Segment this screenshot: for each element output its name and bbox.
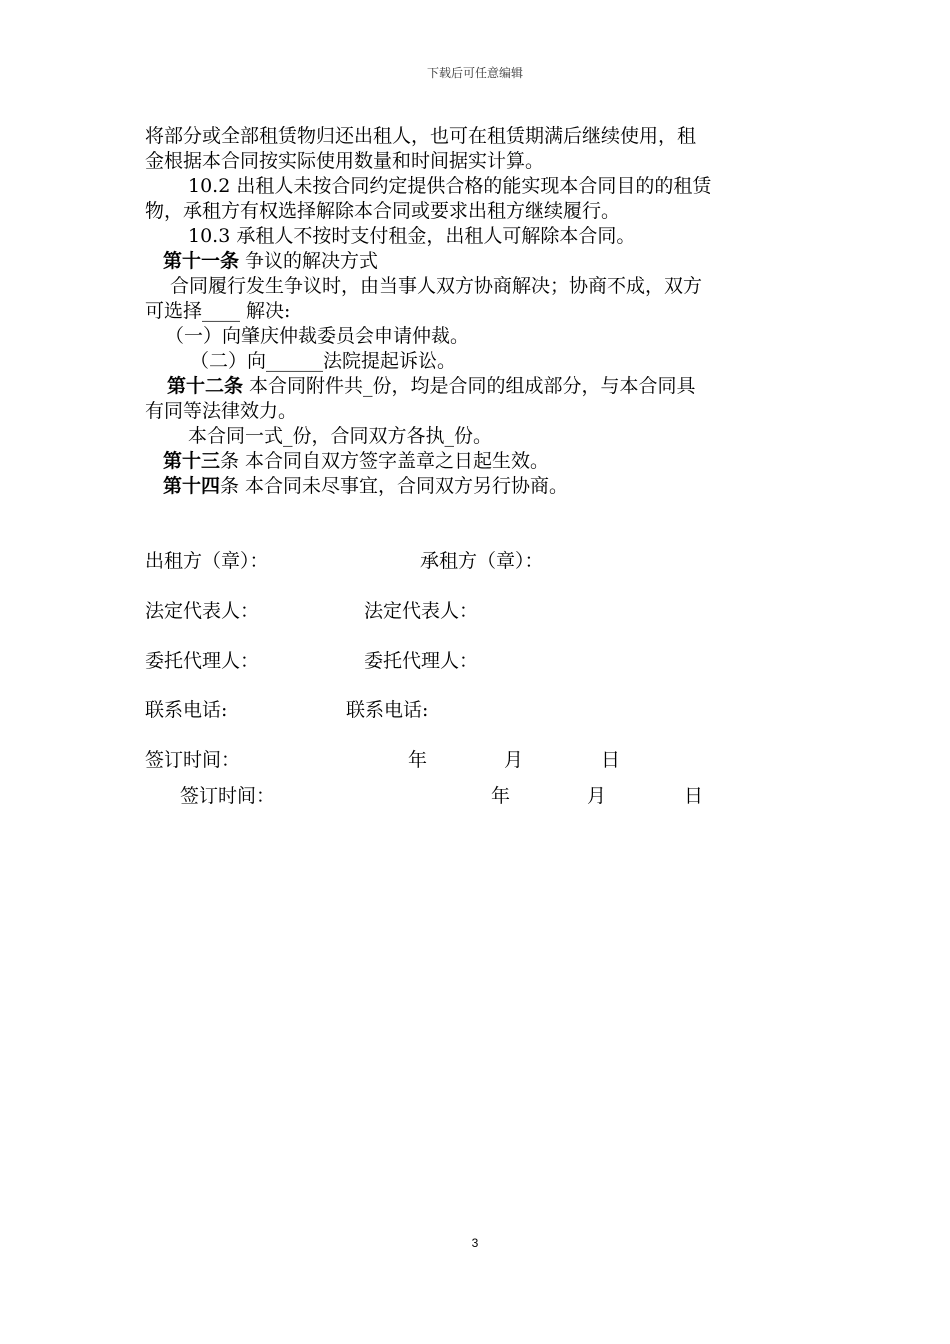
article-12-text: 本合同附件共_份，均是合同的组成部分，与本合同具 (243, 375, 696, 397)
article-14 (163, 474, 568, 498)
year-label: 年 (491, 785, 511, 807)
paragraph-line: 可选择____ 解决: (145, 300, 291, 322)
lessee-legal-rep-label: 法定代表人： (364, 600, 479, 622)
option-arbitration: （一）向肇庆仲裁委员会申请仲裁。 (165, 325, 470, 347)
copies-line: 本合同一式_份，合同双方各执_份。 (188, 425, 493, 447)
sign-date-label: 签订时间： (145, 749, 241, 771)
article-14-text: 条 本合同未尽事宜，合同双方另行协商。 (220, 475, 569, 497)
month-label: 月 (587, 785, 607, 807)
page-number: 3 (471, 1236, 479, 1250)
article-12-heading (167, 374, 696, 398)
article-14-title: 第十四 (163, 475, 221, 497)
article-11-subject: 争议的解决方式 (239, 250, 379, 272)
clause-10-2: 10.2 出租人未按合同约定提供合格的能实现本合同目的的租赁 (188, 175, 712, 197)
paragraph-line: 金根据本合同按实际使用数量和时间据实计算。 (145, 150, 545, 172)
day-label: 日 (601, 749, 621, 771)
article-13-title: 第十三 (163, 450, 221, 472)
lessee-phone-label: 联系电话: (346, 699, 429, 721)
lessor-agent-label: 委托代理人： (145, 650, 260, 672)
lessor-phone-label: 联系电话: (145, 699, 228, 721)
day-label: 日 (684, 785, 704, 807)
option-litigation: （二）向______法院提起诉讼。 (190, 350, 457, 372)
paragraph-line: 将部分或全部租赁物归还出租人，也可在租赁期满后继续使用，租 (145, 125, 697, 147)
article-11-heading (163, 249, 378, 273)
page-header: 下载后可任意编辑 (426, 66, 523, 80)
lessor-seal-label: 出租方（章）： (145, 550, 269, 572)
paragraph-line: 合同履行发生争议时，由当事人双方协商解决；协商不成，双方 (170, 275, 703, 297)
paragraph-line: 有同等法律效力。 (145, 400, 298, 422)
lessor-legal-rep-label: 法定代表人： (145, 600, 260, 622)
article-13-text: 条 本合同自双方签字盖章之日起生效。 (220, 450, 550, 472)
lessee-seal-label: 承租方（章）： (420, 550, 544, 572)
article-12-title: 第十二条 (167, 375, 244, 397)
sign-date-label: 签订时间： (180, 785, 276, 807)
month-label: 月 (504, 749, 524, 771)
paragraph-line: 物，承租方有权选择解除本合同或要求出租方继续履行。 (145, 200, 621, 222)
article-13 (163, 449, 549, 473)
year-label: 年 (408, 749, 428, 771)
clause-10-3: 10.3 承租人不按时支付租金，出租人可解除本合同。 (188, 225, 636, 247)
lessee-agent-label: 委托代理人： (364, 650, 479, 672)
article-11-title: 第十一条 (163, 250, 240, 272)
